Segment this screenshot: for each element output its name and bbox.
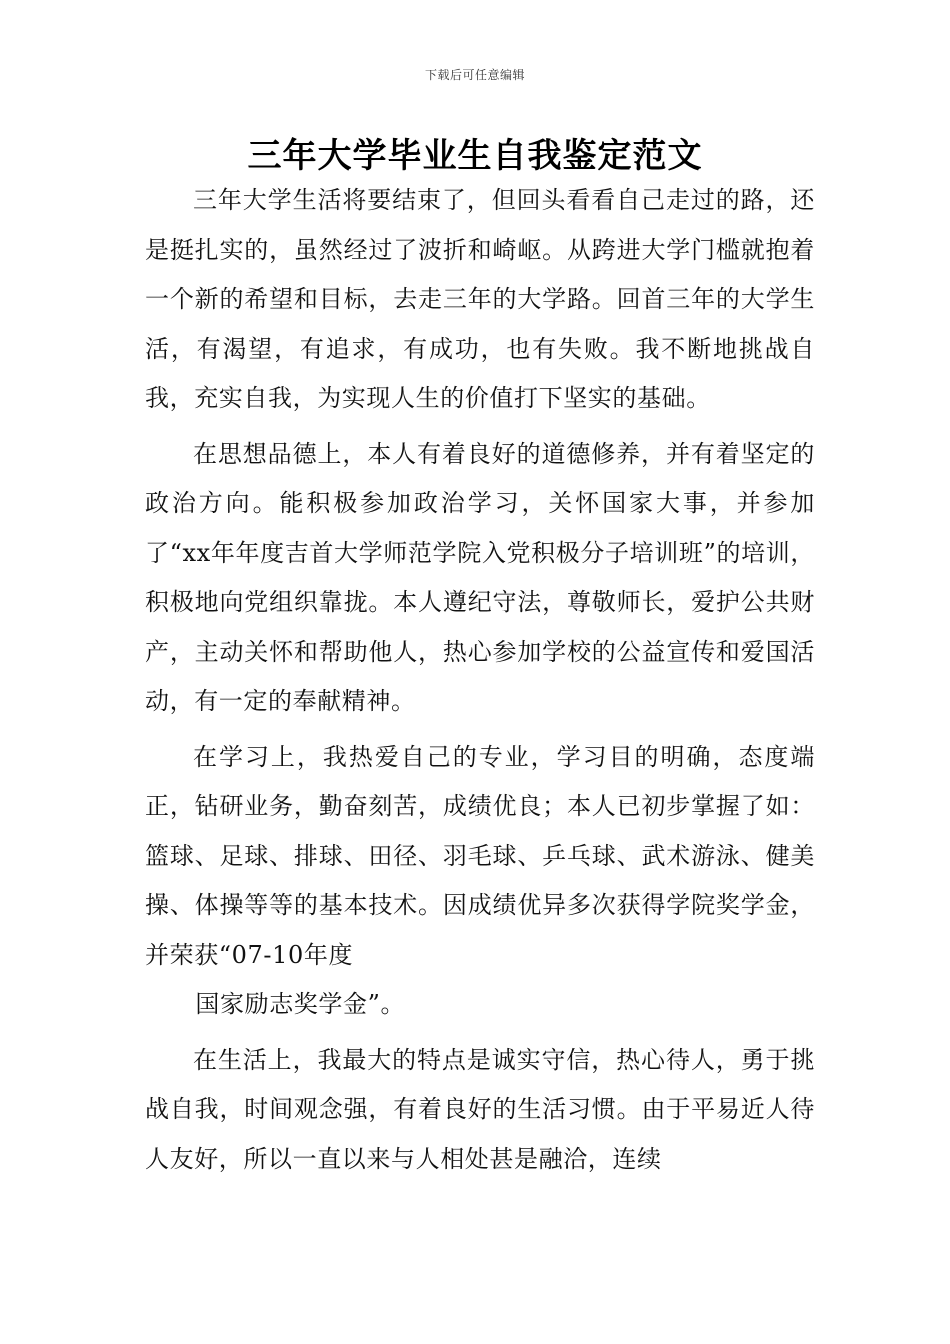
paragraph-life: 在生活上，我最大的特点是诚实守信，热心待人，勇于挑战自我，时间观念强，有着良好的生活习惯。由于平易近人待人友好，所以一直以来与人相处甚是融洽，连续	[145, 1045, 815, 1173]
paragraph-study: 在学习上，我热爱自己的专业，学习目的明确，态度端正，钻研业务，勤奋刻苦，成绩优良；本人已初步掌握了如：篮球、足球、排球、田径、羽毛球、乒乓球、武术游泳、健美操、体操等等的基本技术。因成绩优异多次获得学院奖学金，并荣获“07-10年度	[145, 742, 815, 969]
header-note: 下载后可任意编辑	[424, 68, 525, 82]
paragraph-study-continued: 国家励志奖学金”。	[195, 990, 406, 1018]
document-body	[145, 176, 815, 1190]
document-title: 三年大学毕业生自我鉴定范文	[247, 136, 703, 176]
paragraph-intro: 三年大学生活将要结束了，但回头看看自己走过的路，还是挺扎实的，虽然经过了波折和崎岖。从跨进大学门槛就抱着一个新的希望和目标，去走三年的大学路。回首三年的大学生活，有渴望，有追求，有成功，也有失败。我不断地挑战自我，充实自我，为实现人生的价值打下坚实的基础。	[145, 186, 815, 412]
paragraph-morality: 在思想品德上，本人有着良好的道德修养，并有着坚定的政治方向。能积极参加政治学习，关怀国家大事，并参加了“xx年年度吉首大学师范学院入党积极分子培训班”的培训，积极地向党组织靠拢。本人遵纪守法，尊敬师长，爱护公共财产，主动关怀和帮助他人，热心参加学校的公益宣传和爱国活动，有一定的奉献精神。	[145, 439, 815, 715]
